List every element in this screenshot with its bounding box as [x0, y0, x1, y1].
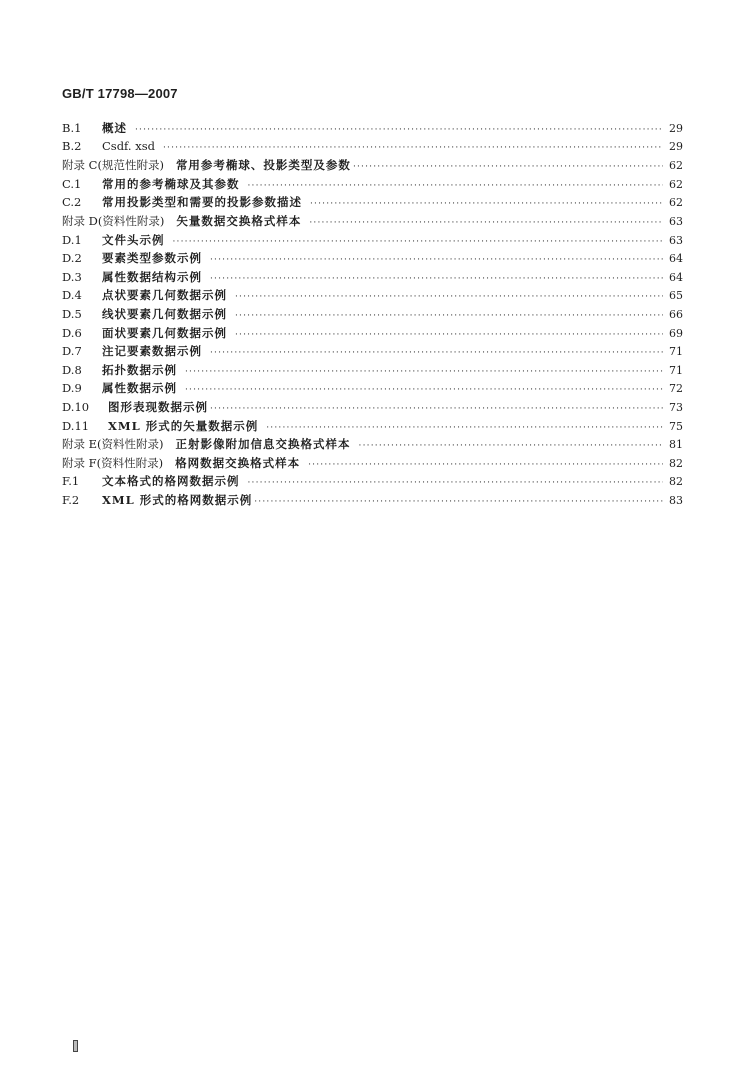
toc-entry-page: 72	[669, 382, 683, 396]
leader-dots	[310, 199, 663, 209]
toc-entry-page: 64	[669, 252, 683, 266]
toc-entry-title: 线状要素几何数据示例	[102, 306, 227, 321]
toc-entry-page: 63	[669, 214, 683, 228]
toc-entry[interactable]	[62, 232, 683, 251]
toc-entry[interactable]	[62, 176, 683, 195]
leader-dots	[210, 274, 663, 284]
toc-entry-title: 概述	[102, 121, 127, 135]
toc-entry-title: 矢量数据交换格式样本	[176, 213, 302, 228]
toc-entry-number: D.2	[62, 251, 82, 266]
leader-dots	[235, 292, 663, 302]
toc-entry-number: D.9	[62, 381, 82, 396]
toc-entry-title: 正射影像附加信息交换格式样本	[175, 437, 351, 452]
leader-dots	[353, 162, 663, 172]
leader-dots	[266, 423, 663, 433]
toc-entry-number: D.5	[62, 306, 82, 321]
toc-entry-page: 62	[669, 196, 683, 210]
toc-entry-title: 点状要素几何数据示例	[102, 288, 227, 303]
toc-entry-appendix[interactable]	[62, 455, 683, 474]
toc-entry-number: D.1	[62, 232, 82, 247]
toc-entry-page: 69	[669, 326, 683, 340]
toc-entry-page: 62	[669, 177, 683, 191]
toc-entry[interactable]	[62, 250, 683, 269]
toc-entry-page: 62	[669, 159, 683, 173]
leader-dots	[309, 218, 663, 228]
toc-entry-number: D.8	[62, 362, 82, 377]
toc-entry-page: 29	[669, 122, 683, 135]
standard-code-header: GB/T 17798—2007	[62, 86, 178, 101]
toc-entry-title: 格网数据交换格式样本	[175, 455, 301, 470]
toc-entry-appendix[interactable]	[62, 157, 683, 176]
toc-entry[interactable]	[62, 306, 683, 325]
toc-entry-title: 图形表现数据示例	[108, 399, 208, 414]
toc-entry-appendix[interactable]	[62, 436, 683, 455]
toc-entry-page: 82	[669, 475, 683, 489]
leader-dots	[359, 441, 663, 451]
toc-entry-title: 常用投影类型和需要的投影参数描述	[102, 195, 302, 210]
toc-entry-title: 注记要素数据示例	[102, 344, 202, 359]
toc-entry-number: 附录 D(资料性附录)	[62, 213, 165, 228]
toc-entry-number: 附录 E(资料性附录)	[62, 437, 164, 452]
toc-entry-page: 65	[669, 289, 683, 303]
toc-entry-number: D.3	[62, 269, 82, 284]
toc-entry-page: 75	[669, 419, 683, 433]
toc-entry-number: B.1	[62, 121, 82, 135]
toc-entry[interactable]	[62, 492, 683, 511]
toc-entry[interactable]	[62, 473, 683, 492]
toc-entry-title: 面状要素几何数据示例	[102, 325, 227, 340]
toc-entry-title: 属性数据结构示例	[102, 269, 202, 284]
toc-entry-title: Csdf. xsd	[102, 138, 155, 153]
toc-entry[interactable]	[62, 287, 683, 306]
leader-dots	[210, 255, 663, 265]
toc-entry-page: 73	[669, 400, 683, 414]
leader-dots	[163, 143, 663, 153]
toc-entry[interactable]	[62, 362, 683, 381]
toc-entry-number: C.2	[62, 195, 82, 210]
toc-entry-page: 66	[669, 307, 683, 321]
toc-entry-title: 文件头示例	[102, 232, 165, 247]
toc-entry-title: 要素类型参数示例	[102, 251, 202, 266]
toc-entry-number: F.2	[62, 492, 80, 507]
toc-entry-number: D.11	[62, 418, 90, 433]
toc-entry-number: D.4	[62, 288, 82, 303]
toc-entry-title: 文本格式的格网数据示例	[102, 474, 240, 489]
toc-entry-page: 71	[669, 345, 683, 359]
toc-entry-title: 拓扑数据示例	[102, 362, 177, 377]
leader-dots	[248, 181, 664, 191]
toc-entry-page: 83	[669, 493, 683, 507]
toc-entry-number: 附录 F(资料性附录)	[62, 455, 164, 470]
leader-dots	[185, 367, 663, 377]
leader-dots	[210, 404, 663, 414]
leader-dots	[235, 330, 663, 340]
leader-dots	[235, 311, 663, 321]
toc-entry-title: 常用的参考椭球及其参数	[102, 176, 240, 191]
toc-entry-number: C.1	[62, 176, 82, 191]
toc-entry-number: F.1	[62, 474, 80, 489]
toc-entry-title: 常用参考椭球、投影类型及参数	[175, 158, 351, 173]
toc-entry[interactable]	[62, 269, 683, 288]
toc-entry-page: 64	[669, 270, 683, 284]
toc-entry[interactable]	[62, 120, 683, 139]
toc-entry-title: XML 形式的格网数据示例	[102, 492, 253, 507]
toc-entry[interactable]	[62, 194, 683, 213]
toc-entry-number: 附录 C(规范性附录)	[62, 158, 164, 173]
toc-entry-title: 属性数据示例	[102, 381, 177, 396]
toc-entry-page: 82	[669, 456, 683, 470]
toc-entry-page: 81	[669, 438, 683, 452]
leader-dots	[248, 478, 664, 488]
toc-entry[interactable]	[62, 399, 683, 418]
leader-dots	[210, 348, 663, 358]
toc-entry-page: 71	[669, 363, 683, 377]
toc-entry-number: D.10	[62, 399, 90, 414]
toc-entry-number: D.6	[62, 325, 82, 340]
toc-entry-page: 63	[669, 233, 683, 247]
page-number-roman	[73, 1040, 78, 1052]
toc-entry[interactable]	[62, 418, 683, 437]
toc-entry-title: XML 形式的矢量数据示例	[108, 418, 259, 433]
leader-dots	[185, 385, 663, 395]
toc-entry[interactable]	[62, 325, 683, 344]
leader-dots	[135, 125, 663, 135]
toc-entry[interactable]	[62, 343, 683, 362]
leader-dots	[173, 237, 664, 247]
toc-entry[interactable]	[62, 139, 683, 158]
leader-dots	[308, 460, 663, 470]
toc-entry-appendix[interactable]	[62, 213, 683, 232]
leader-dots	[254, 497, 663, 507]
toc-entry[interactable]	[62, 380, 683, 399]
toc-entry-number: B.2	[62, 138, 82, 153]
toc-entry-number: D.7	[62, 344, 82, 359]
table-of-contents	[62, 120, 683, 510]
toc-entry-page: 29	[669, 139, 683, 153]
